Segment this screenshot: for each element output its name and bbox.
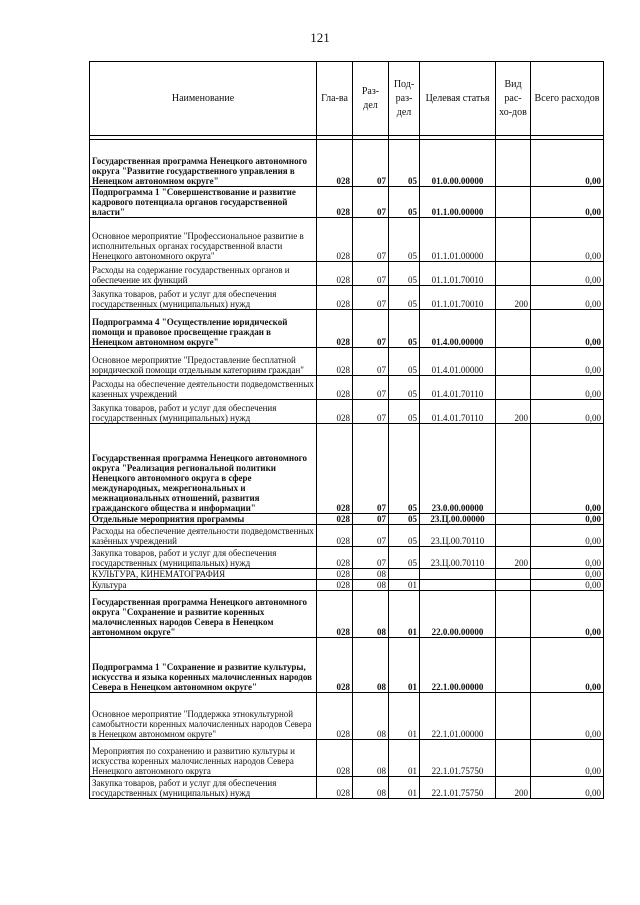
cell-podrazdel xyxy=(389,569,420,580)
cell-podrazdel: 05 xyxy=(389,514,420,525)
table-row xyxy=(90,310,604,348)
cell-razdel: 08 xyxy=(353,580,389,591)
cell-name: Подпрограмма 4 "Осуществление юридической помощи и правовое просвещение граждан в Ненецком автономном округе" xyxy=(90,310,317,348)
cell-glava: 028 xyxy=(317,218,353,262)
table-row xyxy=(90,286,604,310)
cell-vid xyxy=(496,262,531,286)
cell-vid xyxy=(496,348,531,376)
table-row xyxy=(90,569,604,580)
cell-vid xyxy=(496,140,531,187)
cell-name: Государственная программа Ненецкого автономного округа "Реализация региональной политики Ненецкого автономного округа в сфере международных, межрегиональных и межнациональных отношений, развития гражданского общества и информации" xyxy=(90,424,317,514)
table-row xyxy=(90,580,604,591)
cell-target: 22.1.01.00000 xyxy=(420,693,496,740)
cell-podrazdel: 05 xyxy=(389,286,420,310)
cell-glava: 028 xyxy=(317,514,353,525)
cell-name: Отдельные мероприятия программы xyxy=(90,514,317,525)
cell-target: 22.0.00.00000 xyxy=(420,591,496,638)
cell-total: 0,00 xyxy=(531,376,604,400)
cell-target xyxy=(420,580,496,591)
cell-total: 0,00 xyxy=(531,569,604,580)
cell-vid xyxy=(496,514,531,525)
table-row xyxy=(90,218,604,262)
cell-podrazdel: 05 xyxy=(389,525,420,547)
cell-target: 22.1.01.75750 xyxy=(420,777,496,799)
cell-name: Государственная программа Ненецкого автономного округа "Сохранение и развитие коренных малочисленных народов Севера в Ненецком автономном округе" xyxy=(90,591,317,638)
cell-razdel: 07 xyxy=(353,424,389,514)
cell-razdel: 08 xyxy=(353,638,389,693)
cell-name: Закупка товаров, работ и услуг для обеспечения государственных (муниципальных) нужд xyxy=(90,400,317,424)
cell-podrazdel: 05 xyxy=(389,218,420,262)
cell-glava: 028 xyxy=(317,187,353,218)
cell-glava: 028 xyxy=(317,376,353,400)
cell-razdel: 07 xyxy=(353,547,389,569)
cell-razdel: 07 xyxy=(353,286,389,310)
table-row xyxy=(90,547,604,569)
cell-podrazdel: 05 xyxy=(389,424,420,514)
cell-vid: 200 xyxy=(496,547,531,569)
cell-vid xyxy=(496,525,531,547)
cell-vid xyxy=(496,310,531,348)
table-row xyxy=(90,591,604,638)
cell-name: Подпрограмма 1 "Сохранение и развитие культуры, искусства и языка коренных малочисленных народов Севера в Ненецком автономном округе" xyxy=(90,638,317,693)
cell-vid: 200 xyxy=(496,286,531,310)
cell-razdel: 08 xyxy=(353,740,389,777)
cell-vid: 200 xyxy=(496,777,531,799)
cell-podrazdel: 01 xyxy=(389,591,420,638)
cell-total: 0,00 xyxy=(531,777,604,799)
cell-name: КУЛЬТУРА, КИНЕМАТОГРАФИЯ xyxy=(90,569,317,580)
cell-vid xyxy=(496,740,531,777)
cell-glava: 028 xyxy=(317,740,353,777)
cell-glava: 028 xyxy=(317,140,353,187)
cell-podrazdel: 05 xyxy=(389,348,420,376)
cell-target: 23.0.00.00000 xyxy=(420,424,496,514)
table-row xyxy=(90,638,604,693)
cell-target: 01.1.00.00000 xyxy=(420,187,496,218)
cell-total: 0,00 xyxy=(531,187,604,218)
cell-name: Закупка товаров, работ и услуг для обеспечения государственных (муниципальных) нужд xyxy=(90,286,317,310)
header-name: Наименование xyxy=(90,62,317,136)
cell-podrazdel: 05 xyxy=(389,376,420,400)
cell-podrazdel: 01 xyxy=(389,638,420,693)
cell-vid xyxy=(496,580,531,591)
cell-podrazdel: 05 xyxy=(389,547,420,569)
cell-razdel: 07 xyxy=(353,262,389,286)
cell-vid: 200 xyxy=(496,400,531,424)
cell-total: 0,00 xyxy=(531,218,604,262)
table-row xyxy=(90,400,604,424)
cell-total: 0,00 xyxy=(531,693,604,740)
table-row xyxy=(90,140,604,187)
cell-target: 22.1.00.00000 xyxy=(420,638,496,693)
cell-glava: 028 xyxy=(317,286,353,310)
cell-total: 0,00 xyxy=(531,310,604,348)
cell-glava: 028 xyxy=(317,547,353,569)
header-target: Целевая статья xyxy=(420,62,496,136)
cell-total: 0,00 xyxy=(531,424,604,514)
cell-total: 0,00 xyxy=(531,400,604,424)
table-row xyxy=(90,693,604,740)
cell-name: Государственная программа Ненецкого автономного округа "Развитие государственного управления в Ненецком автономном округе" xyxy=(90,140,317,187)
cell-name: Закупка товаров, работ и услуг для обеспечения государственных (муниципальных) нужд xyxy=(90,547,317,569)
cell-target: 01.4.01.70110 xyxy=(420,376,496,400)
cell-podrazdel: 01 xyxy=(389,693,420,740)
cell-total: 0,00 xyxy=(531,740,604,777)
cell-razdel: 07 xyxy=(353,218,389,262)
cell-podrazdel: 05 xyxy=(389,400,420,424)
cell-total: 0,00 xyxy=(531,638,604,693)
cell-total: 0,00 xyxy=(531,348,604,376)
cell-razdel: 07 xyxy=(353,310,389,348)
cell-razdel: 07 xyxy=(353,400,389,424)
table-row xyxy=(90,424,604,514)
header-row xyxy=(90,62,604,136)
cell-total: 0,00 xyxy=(531,286,604,310)
cell-razdel: 08 xyxy=(353,777,389,799)
cell-glava: 028 xyxy=(317,569,353,580)
cell-vid xyxy=(496,693,531,740)
cell-glava: 028 xyxy=(317,777,353,799)
cell-name: Основное мероприятие "Профессиональное развитие в исполнительных органах государственной власти Ненецкого автономного округа" xyxy=(90,218,317,262)
table-row xyxy=(90,740,604,777)
table-row xyxy=(90,777,604,799)
cell-vid xyxy=(496,376,531,400)
cell-target: 01.4.00.00000 xyxy=(420,310,496,348)
cell-razdel: 07 xyxy=(353,514,389,525)
cell-name: Основное мероприятие "Предоставление бесплатной юридической помощи отдельным категориям граждан" xyxy=(90,348,317,376)
budget-table xyxy=(89,61,604,799)
cell-name: Расходы на обеспечение деятельности подведомственных казенных учреждений xyxy=(90,376,317,400)
header-podrazdel: Под-раз-дел xyxy=(389,62,420,136)
cell-target: 23.Ц.00.70110 xyxy=(420,525,496,547)
cell-total: 0,00 xyxy=(531,525,604,547)
cell-name: Мероприятия по сохранению и развитию культуры и искусства коренных малочисленных народов Севера Ненецкого автономного округа xyxy=(90,740,317,777)
cell-glava: 028 xyxy=(317,580,353,591)
cell-vid xyxy=(496,218,531,262)
table-row xyxy=(90,348,604,376)
header-razdel: Раз-дел xyxy=(353,62,389,136)
cell-glava: 028 xyxy=(317,424,353,514)
cell-razdel: 07 xyxy=(353,376,389,400)
cell-podrazdel: 05 xyxy=(389,140,420,187)
cell-razdel: 08 xyxy=(353,569,389,580)
cell-podrazdel: 05 xyxy=(389,187,420,218)
cell-glava: 028 xyxy=(317,525,353,547)
cell-vid xyxy=(496,187,531,218)
cell-total: 0,00 xyxy=(531,580,604,591)
table-row xyxy=(90,525,604,547)
cell-name: Закупка товаров, работ и услуг для обеспечения государственных (муниципальных) нужд xyxy=(90,777,317,799)
cell-target: 01.4.01.00000 xyxy=(420,348,496,376)
header-total: Всего расходов xyxy=(531,62,604,136)
page-number: 121 xyxy=(310,30,330,45)
cell-target: 01.1.01.70010 xyxy=(420,286,496,310)
cell-glava: 028 xyxy=(317,262,353,286)
cell-podrazdel: 05 xyxy=(389,310,420,348)
cell-target: 23.Ц.00.70110 xyxy=(420,547,496,569)
cell-target: 01.4.01.70110 xyxy=(420,400,496,424)
cell-glava: 028 xyxy=(317,638,353,693)
cell-glava: 028 xyxy=(317,348,353,376)
cell-name: Расходы на обеспечение деятельности подведомственных казённых учреждений xyxy=(90,525,317,547)
cell-podrazdel: 01 xyxy=(389,740,420,777)
cell-total: 0,00 xyxy=(531,262,604,286)
header-glava: Гла-ва xyxy=(317,62,353,136)
cell-vid xyxy=(496,569,531,580)
cell-glava: 028 xyxy=(317,591,353,638)
cell-name: Подпрограмма 1 "Совершенствование и развитие кадрового потенциала органов государственной власти" xyxy=(90,187,317,218)
cell-target: 23.Ц.00.00000 xyxy=(420,514,496,525)
cell-razdel: 07 xyxy=(353,525,389,547)
cell-total: 0,00 xyxy=(531,591,604,638)
cell-podrazdel: 01 xyxy=(389,777,420,799)
cell-vid xyxy=(496,638,531,693)
cell-razdel: 08 xyxy=(353,591,389,638)
cell-target: 22.1.01.75750 xyxy=(420,740,496,777)
cell-podrazdel: 01 xyxy=(389,580,420,591)
cell-total: 0,00 xyxy=(531,514,604,525)
cell-target: 01.1.01.00000 xyxy=(420,218,496,262)
cell-vid xyxy=(496,424,531,514)
table-row xyxy=(90,514,604,525)
table-row xyxy=(90,262,604,286)
cell-razdel: 07 xyxy=(353,348,389,376)
cell-vid xyxy=(496,591,531,638)
table-row xyxy=(90,376,604,400)
cell-name: Расходы на содержание государственных органов и обеспечение их функций xyxy=(90,262,317,286)
cell-razdel: 07 xyxy=(353,140,389,187)
cell-total: 0,00 xyxy=(531,140,604,187)
cell-target xyxy=(420,569,496,580)
cell-name: Культура xyxy=(90,580,317,591)
cell-razdel: 08 xyxy=(353,693,389,740)
header-vid: Вид рас-хо-дов xyxy=(496,62,531,136)
cell-name: Основное мероприятие "Поддержка этнокультурной самобытности коренных малочисленных народов Севера в Ненецком автономном округе" xyxy=(90,693,317,740)
cell-podrazdel: 05 xyxy=(389,262,420,286)
cell-total: 0,00 xyxy=(531,547,604,569)
cell-glava: 028 xyxy=(317,400,353,424)
cell-razdel: 07 xyxy=(353,187,389,218)
table-body xyxy=(90,140,604,799)
cell-target: 01.0.00.00000 xyxy=(420,140,496,187)
cell-glava: 028 xyxy=(317,693,353,740)
table-row xyxy=(90,187,604,218)
cell-target: 01.1.01.70010 xyxy=(420,262,496,286)
cell-glava: 028 xyxy=(317,310,353,348)
